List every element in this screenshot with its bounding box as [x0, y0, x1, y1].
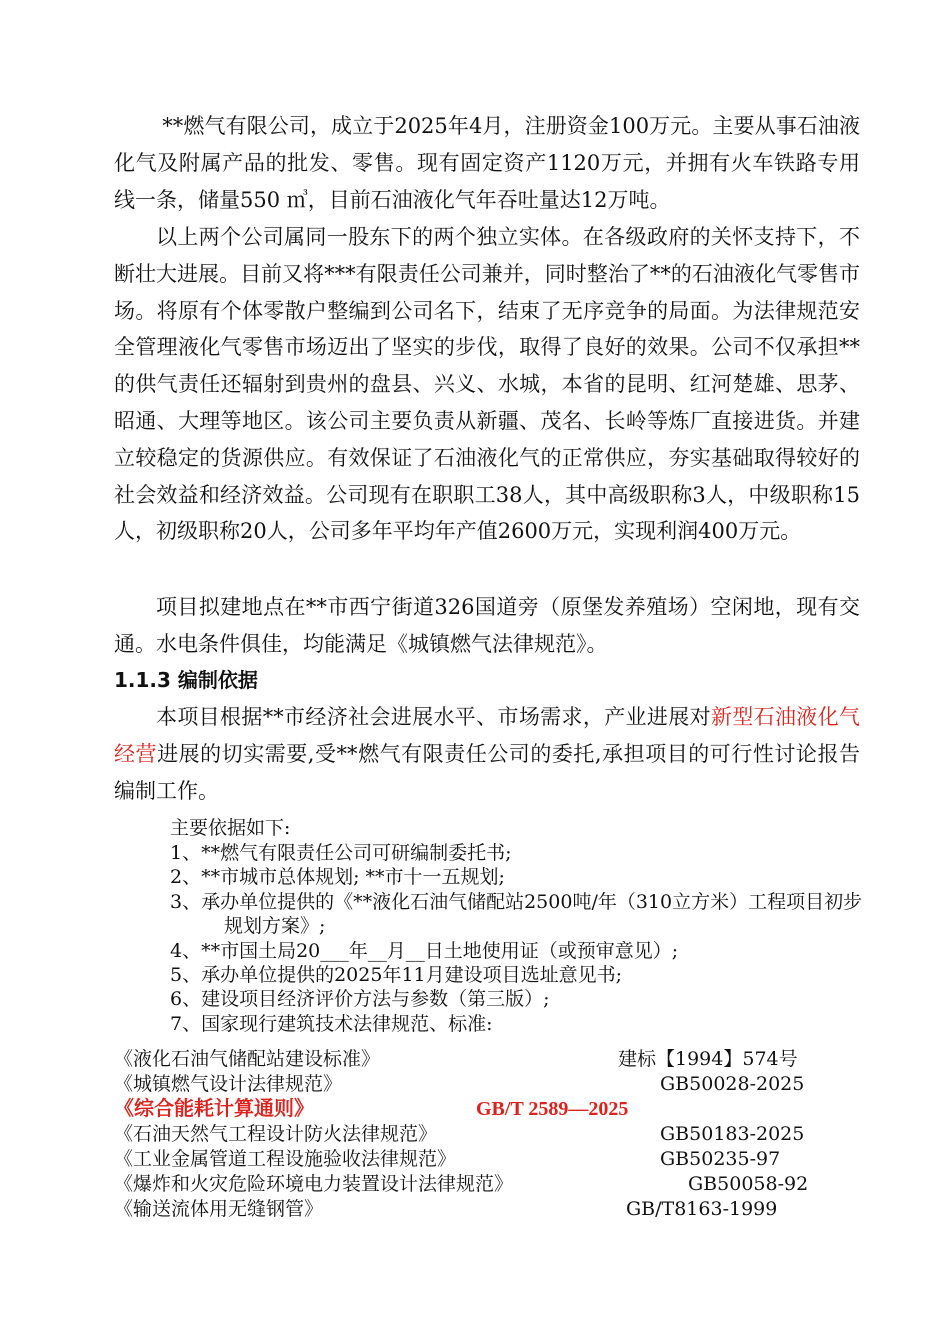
purpose-text-a: 本项目根据**市经济社会进展水平、市场需求，产业进展对 [156, 705, 711, 729]
standards-list [114, 1047, 874, 1222]
standard-row [114, 1122, 874, 1147]
basis-item: 7、国家现行建筑技术法律规范、标准: [170, 1012, 493, 1035]
standard-name: 《石油天然气工程设计防火法律规范》 [114, 1123, 438, 1145]
purpose-text-b: 进展的切实需要,受**燃气有限责任公司的委托,承担项目的可行性讨论报告编制工作。 [114, 741, 861, 803]
standard-code: GB50235-97 [660, 1148, 781, 1170]
standard-code: 建标【1994】574号 [618, 1048, 798, 1070]
standard-code: GB/T8163-1999 [626, 1198, 778, 1220]
basis-item: 4、**市国土局20___年__月__日土地使用证（或预审意见）; [170, 939, 679, 962]
standard-name: 《爆炸和火灾危险环境电力装置设计法律规范》 [114, 1173, 514, 1195]
standard-row-highlighted [114, 1097, 874, 1122]
basis-item: 2、**市城市总体规划; **市十一五规划; [170, 866, 505, 889]
standard-name: 《综合能耗计算通则》 [114, 1098, 314, 1120]
basis-item: 6、建设项目经济评价方法与参数（第三版）; [170, 988, 550, 1011]
basis-item: 5、承办单位提供的2025年11月建设项目选址意见书; [170, 964, 623, 987]
paragraph-basis-purpose [114, 699, 860, 809]
standard-row [114, 1147, 874, 1172]
basis-intro: 主要依据如下: [170, 817, 291, 839]
standard-row [114, 1072, 874, 1097]
paragraph-company-development: 以上两个公司属同一股东下的两个独立实体。在各级政府的关怀支持下，不断壮大进展。目前又将***有限责任公司兼并，同时整治了**的石油液化气零售市场。将原有个体零散户整编到公司名下，结束了无序竞争的局面。为法律规范安全管理液化气零售市场迈出了坚实的步伐，取得了良好的效果。公司不仅承担**的供气责任还辐射到贵州的盘县、兴义、水城，本省的昆明、红河楚雄、思茅、昭通、大理等地区。该公司主要负责从新疆、茂名、长岭等炼厂直接进货。并建立较稳定的货源供应。有效保证了石油液化气的正常供应，夯实基础取得较好的社会效益和经济效益。公司现有在职职工38人，其中高级职称3人，中级职称15人，初级职称20人，公司多年平均年产值2600万元，实现利润400万元。 [114, 225, 860, 544]
standard-name: 《工业金属管道工程设施验收法律规范》 [114, 1148, 457, 1170]
standard-code: GB50183-2025 [660, 1123, 805, 1145]
standard-row [114, 1047, 874, 1072]
basis-list [170, 841, 870, 1036]
standard-name: 《液化石油气储配站建设标准》 [114, 1048, 381, 1070]
basis-item: 1、**燃气有限责任公司可研编制委托书; [170, 842, 512, 864]
standard-code: GB50028-2025 [660, 1073, 805, 1095]
section-heading: 1.1.3 编制依据 [114, 668, 258, 692]
standard-name: 《输送流体用无缝钢管》 [114, 1198, 324, 1220]
purpose-highlight: 新型石油液化气经营 [114, 705, 860, 766]
standard-code: GB50058-92 [688, 1173, 809, 1195]
paragraph-project-site: 项目拟建地点在**市西宁街道326国道旁（原堡发养殖场）空闲地，现有交通。水电条件俱佳，均能满足《城镇燃气法律规范》。 [114, 595, 860, 656]
basis-item: 3、承办单位提供的《**液化石油气储配站2500吨/年（310立方米）工程项目初步规划方案》; [170, 890, 863, 938]
paragraph-company-intro: **燃气有限公司，成立于2025年4月，注册资金100万元。主要从事石油液化气及附属产品的批发、零售。现有固定资产1120万元，并拥有火车铁路专用线一条，储量550 ㎥，目前石油液化气年吞吐量达12万吨。 [114, 114, 860, 212]
standard-row [114, 1197, 874, 1222]
standard-row [114, 1172, 874, 1197]
standard-name: 《城镇燃气设计法律规范》 [114, 1073, 343, 1095]
standard-code: GB/T 2589—2025 [476, 1098, 629, 1120]
